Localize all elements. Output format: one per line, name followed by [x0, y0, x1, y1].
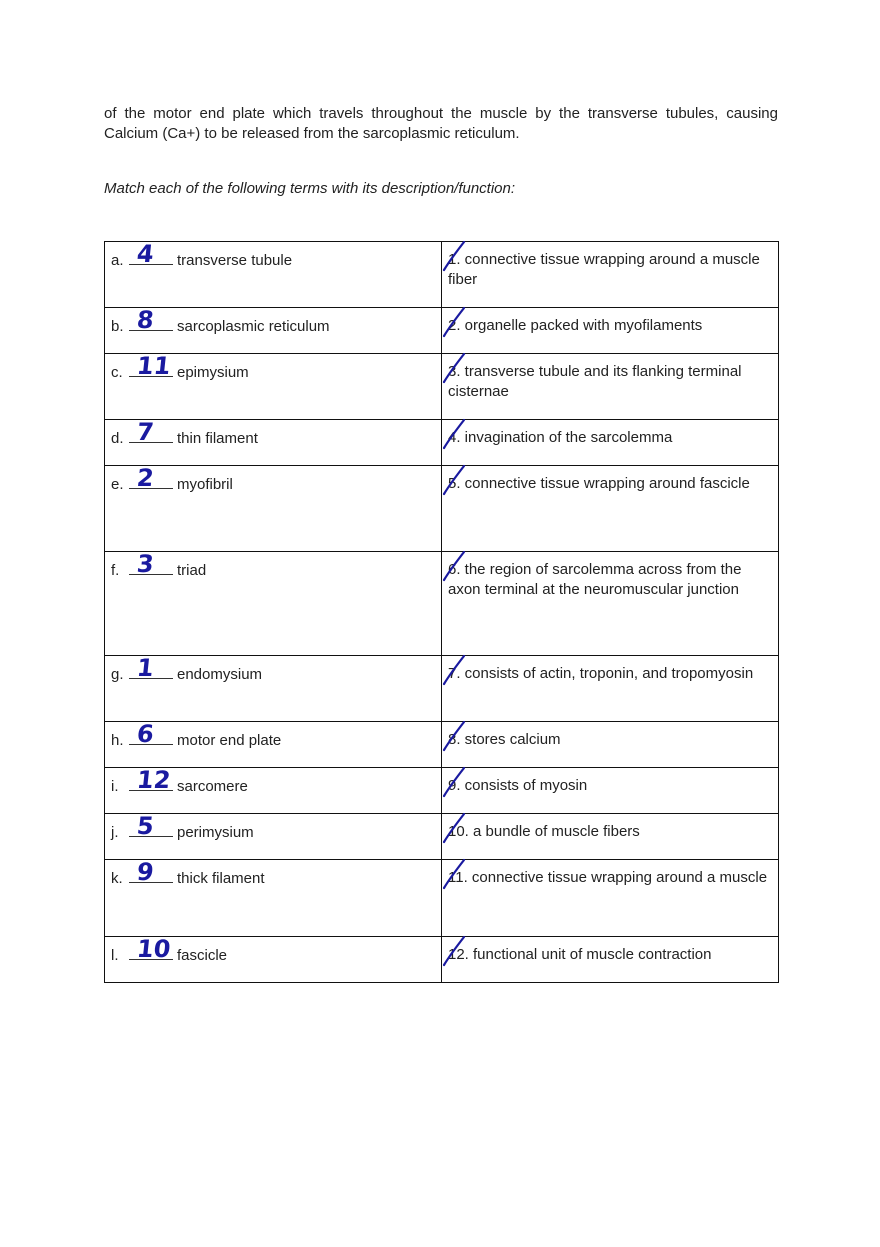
term-cell: [105, 552, 442, 656]
term-cell: [105, 768, 442, 814]
term-label: epimysium: [177, 364, 249, 381]
term-label: sarcomere: [177, 778, 248, 795]
checkmark-icon: [440, 812, 468, 852]
term-cell: [105, 420, 442, 466]
description-cell: [442, 242, 779, 308]
checkmark-icon: [440, 464, 468, 504]
handwritten-answer: 9: [135, 858, 156, 886]
handwritten-answer: 8: [135, 306, 156, 334]
description-cell: [442, 814, 779, 860]
term-label: thick filament: [177, 870, 265, 887]
term-letter: f.: [111, 562, 120, 579]
checkmark-icon: [440, 858, 468, 898]
term-letter: a.: [111, 252, 124, 269]
checkmark-icon: [440, 240, 468, 280]
term-cell: [105, 937, 442, 983]
term-letter: j.: [111, 824, 119, 841]
description-text: 10. a bundle of muscle fibers: [448, 823, 640, 840]
handwritten-answer: 12: [135, 766, 172, 794]
description-cell: [442, 768, 779, 814]
description-text: 7. consists of actin, troponin, and tropomyosin: [448, 665, 754, 682]
answer-blank[interactable]: [129, 812, 173, 840]
description-cell: [442, 466, 779, 552]
handwritten-answer: 11: [135, 352, 172, 380]
term-letter: g.: [111, 666, 124, 683]
description-cell: [442, 552, 779, 656]
term-cell: [105, 242, 442, 308]
term-label: triad: [177, 562, 207, 579]
description-text: 6. the region of sarcolemma across from the axon terminal at the neuromuscular junction: [448, 561, 742, 598]
checkmark-icon: [440, 766, 468, 806]
answer-blank[interactable]: [129, 550, 173, 578]
description-text: 4. invagination of the sarcolemma: [448, 429, 673, 446]
answer-blank[interactable]: [129, 720, 173, 748]
term-letter: k.: [111, 870, 123, 887]
term-cell: [105, 308, 442, 354]
description-text: 12. functional unit of muscle contraction: [448, 946, 712, 963]
description-text: 2. organelle packed with myofilaments: [448, 317, 703, 334]
handwritten-answer: 3: [135, 550, 156, 578]
term-letter: e.: [111, 476, 124, 493]
description-text: 3. transverse tubule and its flanking terminal cisternae: [448, 363, 742, 400]
term-letter: i.: [111, 778, 119, 795]
description-cell: [442, 420, 779, 466]
handwritten-answer: 7: [135, 418, 156, 446]
answer-blank[interactable]: [129, 352, 173, 380]
term-cell: [105, 722, 442, 768]
answer-blank[interactable]: [129, 418, 173, 446]
handwritten-answer: 2: [135, 464, 156, 492]
table-row: [105, 814, 779, 860]
term-letter: c.: [111, 364, 123, 381]
table-row: [105, 466, 779, 552]
table-row: [105, 420, 779, 466]
checkmark-icon: [440, 654, 468, 694]
table-row: [105, 242, 779, 308]
checkmark-icon: [440, 418, 468, 458]
description-cell: [442, 860, 779, 937]
handwritten-answer: 1: [135, 654, 156, 682]
description-cell: [442, 308, 779, 354]
term-label: myofibril: [177, 476, 233, 493]
term-cell: [105, 656, 442, 722]
description-text: 9. consists of myosin: [448, 777, 588, 794]
checkmark-icon: [440, 720, 468, 760]
term-label: transverse tubule: [177, 252, 293, 269]
handwritten-answer: 10: [135, 935, 172, 963]
term-label: endomysium: [177, 666, 263, 683]
description-cell: [442, 656, 779, 722]
answer-blank[interactable]: [129, 240, 173, 268]
table-row: [105, 722, 779, 768]
table-row: [105, 308, 779, 354]
table-row: [105, 552, 779, 656]
term-cell: [105, 860, 442, 937]
checkmark-icon: [440, 352, 468, 392]
description-cell: [442, 722, 779, 768]
handwritten-answer: 4: [135, 240, 156, 268]
term-letter: l.: [111, 947, 119, 964]
term-letter: d.: [111, 430, 124, 447]
term-label: thin filament: [177, 430, 258, 447]
intro-paragraph: of the motor end plate which travels throughout the muscle by the transverse tubules, causing Calcium (Ca+) to be released from the sarcoplasmic reticulum.: [104, 105, 778, 142]
answer-blank[interactable]: [129, 306, 173, 334]
checkmark-icon: [440, 306, 468, 346]
instruction-text: Match each of the following terms with its description/function:: [104, 180, 516, 197]
description-text: 11. connective tissue wrapping around a muscle: [448, 869, 768, 886]
table-row: [105, 354, 779, 420]
table-row: [105, 937, 779, 983]
term-letter: b.: [111, 318, 124, 335]
term-label: perimysium: [177, 824, 254, 841]
answer-blank[interactable]: [129, 766, 173, 794]
term-cell: [105, 354, 442, 420]
handwritten-answer: 6: [135, 720, 156, 748]
term-letter: h.: [111, 732, 124, 749]
term-label: fascicle: [177, 947, 228, 964]
term-cell: [105, 814, 442, 860]
description-text: 5. connective tissue wrapping around fascicle: [448, 475, 750, 492]
checkmark-icon: [440, 550, 468, 590]
description-text: 1. connective tissue wrapping around a muscle fiber: [448, 251, 760, 288]
checkmark-icon: [440, 935, 468, 975]
answer-blank[interactable]: [129, 464, 173, 492]
answer-blank[interactable]: [129, 654, 173, 682]
handwritten-answer: 5: [135, 812, 156, 840]
table-row: [105, 656, 779, 722]
description-cell: [442, 354, 779, 420]
table-row: [105, 860, 779, 937]
description-cell: [442, 937, 779, 983]
answer-blank[interactable]: [129, 858, 173, 886]
matching-table: [104, 241, 779, 983]
description-text: 8. stores calcium: [448, 731, 561, 748]
term-cell: [105, 466, 442, 552]
term-label: sarcoplasmic reticulum: [177, 318, 330, 335]
table-row: [105, 768, 779, 814]
answer-blank[interactable]: [129, 935, 173, 963]
term-label: motor end plate: [177, 732, 282, 749]
